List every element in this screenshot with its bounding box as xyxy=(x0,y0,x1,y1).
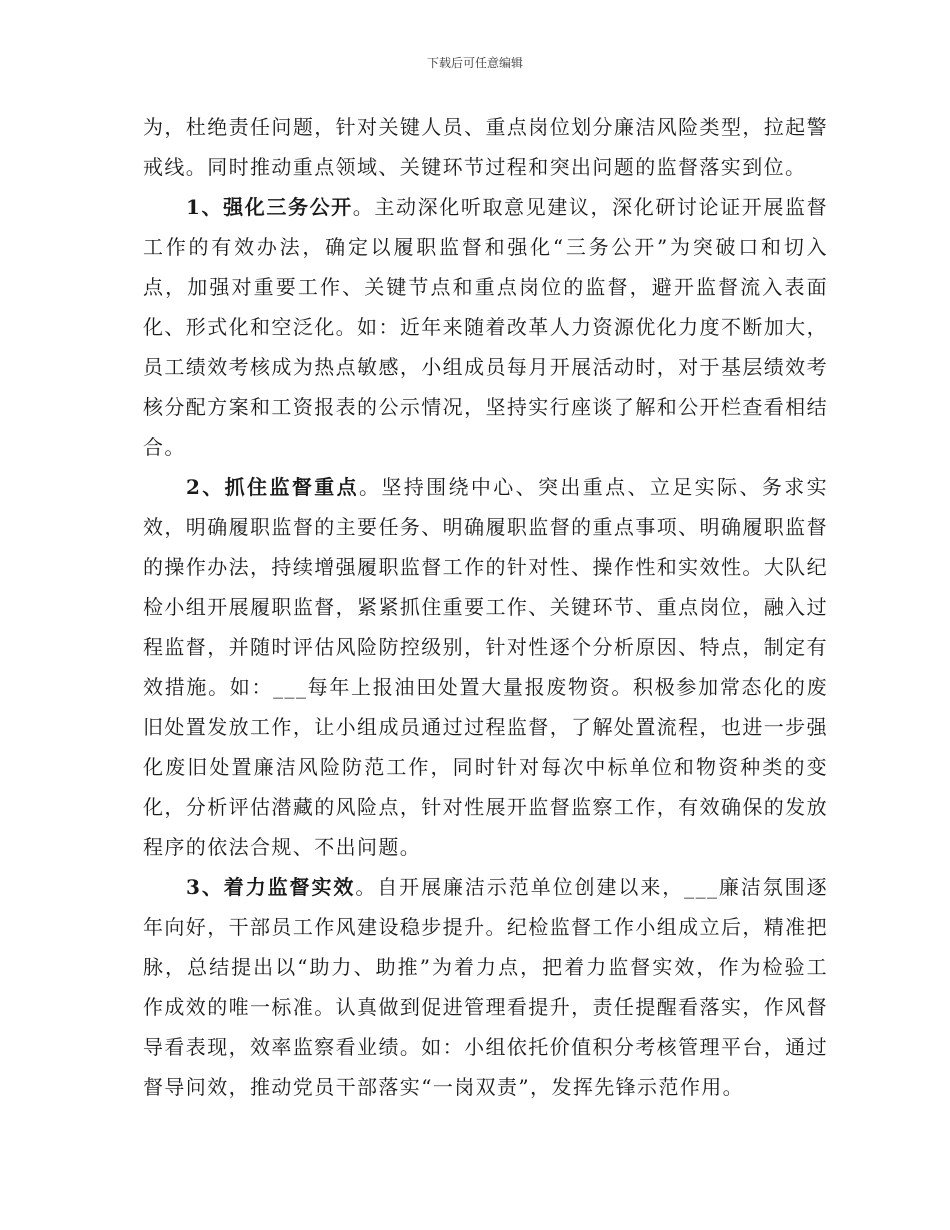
paragraph-text: 。主动深化听取意见建议，深化研讨论证开展监督工作的有效办法，确定以履职监督和强化“三务公开”为突破口和切入点，加强对重要工作、关键节点和重点岗位的监督，避开监督流入表面化、形式化和空泛化。如：近年来随着改革人力资源优化力度不断加大，员工绩效考核成为热点敏感，小组成员每月开展活动时，对于基层绩效考核分配方案和工资报表的公示情况，坚持实行座谈了解和公开栏查看相结合。 xyxy=(143,195,828,459)
paragraph-supervision-focus xyxy=(143,467,828,867)
paragraph-strengthen-three-affairs xyxy=(143,187,828,467)
paragraph-heading: 1、强化三务公开 xyxy=(186,195,353,219)
document-body xyxy=(143,107,828,1107)
paragraph-supervision-effectiveness xyxy=(143,867,828,1107)
paragraph-text: 为，杜绝责任问题，针对关键人员、重点岗位划分廉洁风险类型，拉起警戒线。同时推动重点领域、关键环节过程和突出问题的监督落实到位。 xyxy=(143,115,828,179)
paragraph-continuation xyxy=(143,107,828,187)
paragraph-text: 。坚持围绕中心、突出重点、立足实际、务求实效，明确履职监督的主要任务、明确履职监督的重点事项、明确履职监督的操作办法，持续增强履职监督工作的针对性、操作性和实效性。大队纪检小组开展履职监督，紧紧抓住重要工作、关键环节、重点岗位，融入过程监督，并随时评估风险防控级别，针对性逐个分析原因、特点，制定有效措施。如：___每年上报油田处置大量报废物资。积极参加常态化的废旧处置发放工作，让小组成员通过过程监督，了解处置流程，也进一步强化废旧处置廉洁风险防范工作，同时针对每次中标单位和物资种类的变化，分析评估潜藏的风险点，针对性展开监督监察工作，有效确保的发放程序的依法合规、不出问题。 xyxy=(143,475,828,859)
page-header-note: 下载后可任意编辑 xyxy=(426,56,523,70)
paragraph-heading: 3、着力监督实效 xyxy=(186,875,356,899)
paragraph-heading: 2、抓住监督重点 xyxy=(186,475,359,499)
paragraph-text: 。自开展廉洁示范单位创建以来，___廉洁氛围逐年向好，干部员工作风建设稳步提升。纪检监督工作小组成立后，精准把脉，总结提出以“助力、助推”为着力点，把着力监督实效，作为检验工作成效的唯一标准。认真做到促进管理看提升，责任提醒看落实，作风督导看表现，效率监察看业绩。如：小组依托价值积分考核管理平台，通过督导问效，推动党员干部落实“一岗双责”，发挥先锋示范作用。 xyxy=(143,875,828,1099)
